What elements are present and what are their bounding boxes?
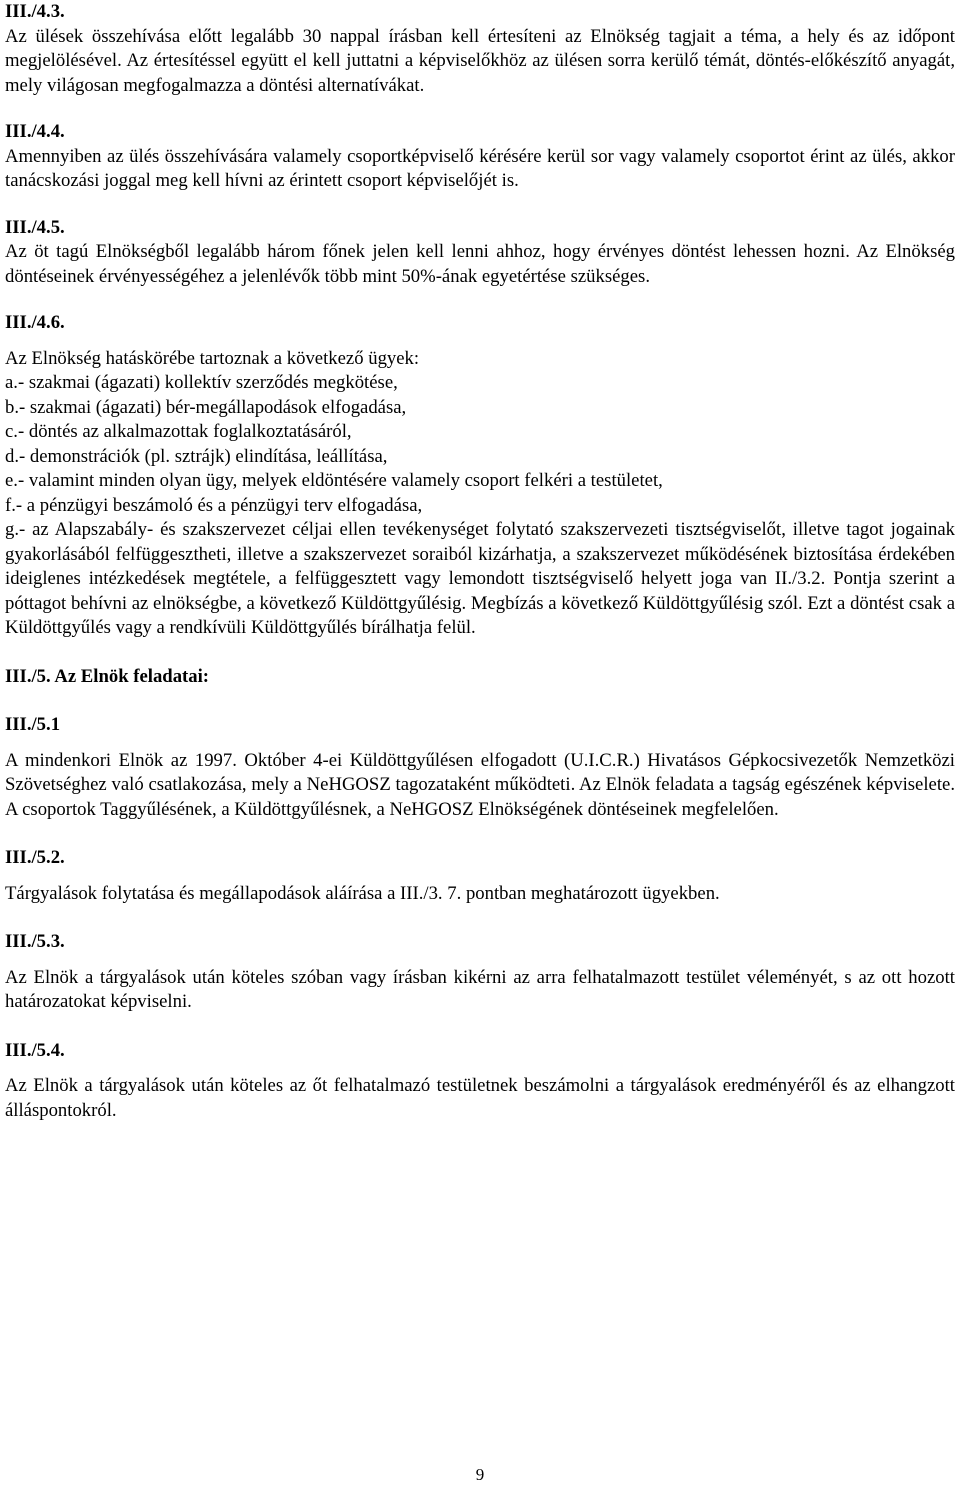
section-heading-4-4: III./4.4. xyxy=(5,121,65,142)
section-text-5-4: Az Elnök a tárgyalások után köteles az őt felhatalmazó testületnek beszámolni a tárgyalások eredményéről és az elhangzott álláspontokról. xyxy=(5,1075,955,1121)
list-item: f.- a pénzügyi beszámoló és a pénzügyi terv elfogadása, xyxy=(5,494,423,516)
section-text-5-1: A mindenkori Elnök az 1997. Október 4-ei Küldöttgyűlésen elfogadott (U.I.C.R.) Hivatásos Gépkocsivezetők Nemzetközi Szövetséghez való csatlakozása, mely a NeHGOSZ tagozataként működteti. Az Elnök feladata a tagság egészének képviselete. A csoportok Taggyűlésének, a Küldöttgyűlésnek, a NeHGOSZ Elnökségének döntéseinek megfelelően. xyxy=(5,749,955,820)
list-item: c.- döntés az alkalmazottak foglalkoztatásáról, xyxy=(5,421,352,442)
list-item: e.- valamint minden olyan ügy, melyek eldöntésére valamely csoport felkéri a testületet, xyxy=(5,470,663,491)
section-heading-5-1: III./5.1 xyxy=(5,714,61,735)
section-heading-4-3: III./4.3. xyxy=(5,1,65,22)
list-item: g.- az Alapszabály- és szakszervezet céljai ellen tevékenységet folytató szakszervezeti tisztségviselőt, illetve tagot jogainak gyakorlásából felfüggesztheti, illetve a szakszervezet soraiból kizárhatja, a szakszervezet működésének biztosítása érdekében ideiglenes intézkedések megtétele, a felfüggesztett vagy lemondott tisztségviselő helyett joga van II./3.2. Pontja szerint a póttagot behívni az elnökségbe, a következő Küldöttgyűlésig. Megbízás a következő Küldöttgyűlésig szól. Ezt a döntést csak a Küldöttgyűlés vagy a rendkívüli Küldöttgyűlés bírálhatja felül. xyxy=(5,519,955,638)
section-intro-4-6: Az Elnökség hatáskörébe tartoznak a következő ügyek: xyxy=(5,347,420,369)
authority-list xyxy=(5,371,955,641)
section-heading-4-5: III./4.5. xyxy=(5,216,65,238)
section-heading-4-6: III./4.6. xyxy=(5,312,65,333)
section-text-5-2: Tárgyalások folytatása és megállapodások aláírása a III./3. 7. pontban meghatározott ügyekben. xyxy=(5,882,720,904)
list-item: a.- szakmai (ágazati) kollektív szerződés megkötése, xyxy=(5,372,398,393)
document-page xyxy=(5,0,955,1123)
list-item: b.- szakmai (ágazati) bér-megállapodások elfogadása, xyxy=(5,396,407,418)
section-heading-5-3: III./5.3. xyxy=(5,931,65,952)
chapter-heading-elnok-feladatai: III./5. Az Elnök feladatai: xyxy=(5,665,210,687)
section-text-4-4: Amennyiben az ülés összehívására valamely csoportképviselő kérésére kerül sor vagy valamely csoportot érint az ülés, akkor tanácskozási joggal meg kell hívni az érintett csoport képviselőjét is. xyxy=(5,145,955,191)
section-text-4-3: Az ülések összehívása előtt legalább 30 nappal írásban kell értesíteni az Elnökség tagjait a téma, a hely és az időpont megjelölésével. Az értesítéssel együtt el kell juttatni a képviselőkhöz az ülésen sorra kerülő témát, döntés-előkészítő anyagát, mely világosan megfogalmazza a döntési alternatívákat. xyxy=(5,25,955,96)
section-text-4-5: Az öt tagú Elnökségből legalább három főnek jelen kell lenni ahhoz, hogy érvényes döntést lehessen hozni. Az Elnökség döntéseinek érvényességéhez a jelenlévők több mint 50%-ának egyetértése szükséges. xyxy=(5,241,955,287)
section-text-5-3: Az Elnök a tárgyalások után köteles szóban vagy írásban kikérni az arra felhatalmazott testület véleményét, s az ott hozott határozatokat képviselni. xyxy=(5,966,955,1012)
section-heading-5-4: III./5.4. xyxy=(5,1039,65,1061)
list-item: d.- demonstrációk (pl. sztrájk) elindítása, leállítása, xyxy=(5,445,388,467)
page-number: 9 xyxy=(475,1465,485,1484)
section-heading-5-2: III./5.2. xyxy=(5,847,65,868)
